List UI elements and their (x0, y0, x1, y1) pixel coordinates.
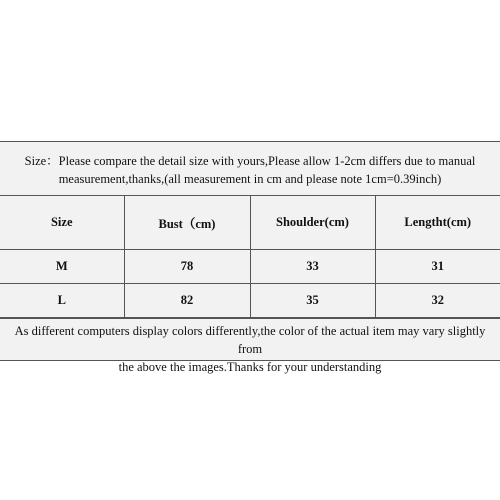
header-size: Size (0, 196, 124, 250)
note-line-2: the above the images.Thanks for your understanding (118, 360, 382, 374)
cell-shoulder: 35 (250, 284, 375, 318)
size-chart (0, 141, 500, 374)
note-line-1: As different computers display colors differently,the color of the actual item may vary slightly from (14, 324, 486, 356)
cell-size: L (0, 284, 124, 318)
color-disclaimer (0, 318, 500, 374)
cell-length: 31 (375, 250, 500, 284)
size-intro-text (0, 142, 500, 196)
intro-line-2: measurement,thanks,(all measurement in cm and please note 1cm=0.39inch) (58, 172, 442, 186)
header-bust: Bust（cm) (124, 196, 250, 250)
intro-line-1: Size：Please compare the detail size with yours,Please allow 1-2cm differs due to manual (24, 154, 476, 168)
cell-length: 32 (375, 284, 500, 318)
table-header-row (0, 196, 500, 250)
table-row (0, 284, 500, 318)
cell-shoulder: 33 (250, 250, 375, 284)
cell-bust: 82 (124, 284, 250, 318)
header-length: Lengtht(cm) (375, 196, 500, 250)
cell-bust: 78 (124, 250, 250, 284)
size-table (0, 196, 500, 318)
table-row (0, 250, 500, 284)
cell-size: M (0, 250, 124, 284)
header-shoulder: Shoulder(cm) (250, 196, 375, 250)
